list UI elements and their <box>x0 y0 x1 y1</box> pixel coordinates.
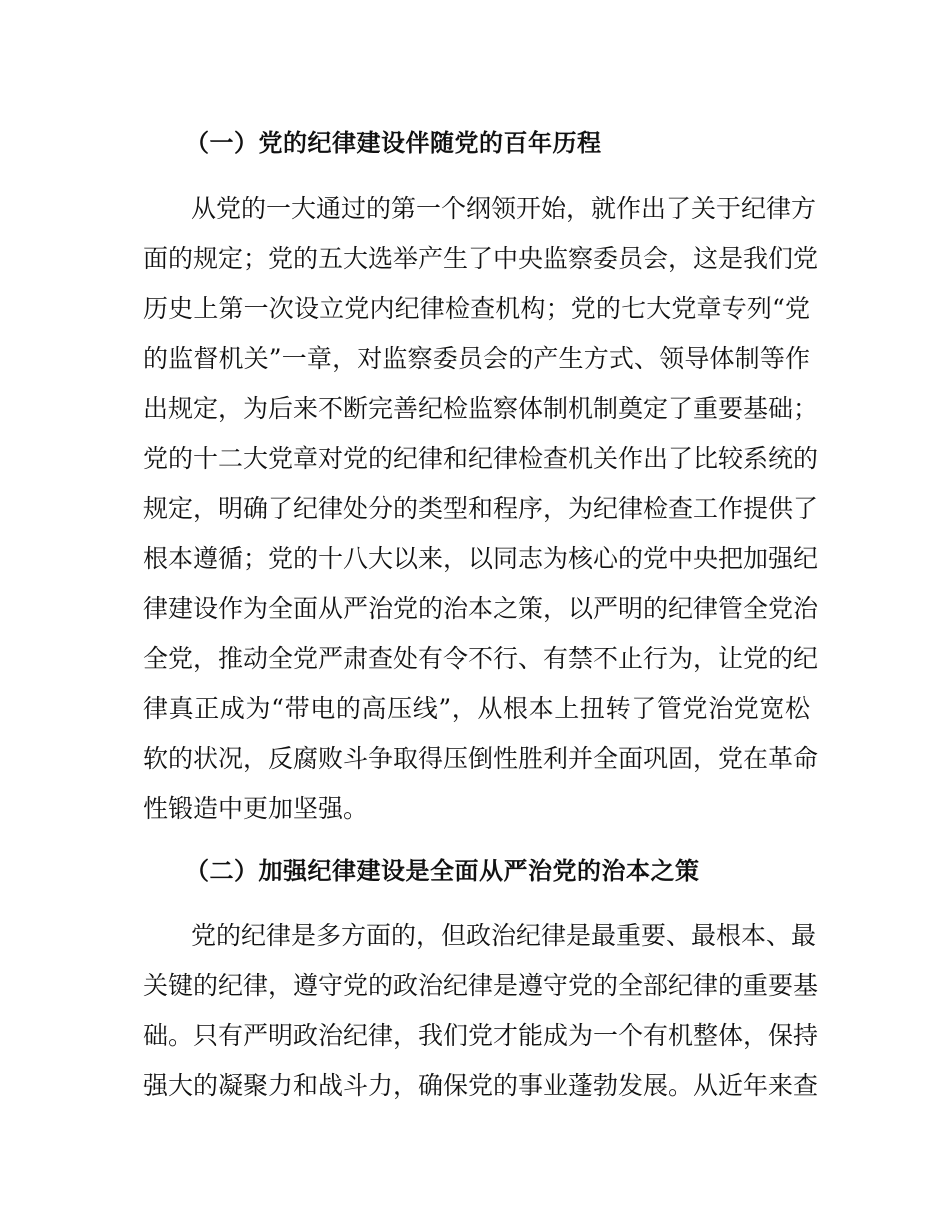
section-1-line-4: 的监督机关”一章，对监察委员会的产生方式、领导体制等作 <box>143 344 810 373</box>
section-1-line-13: 性锻造中更加坚强。 <box>143 794 369 823</box>
section-1-line-7: 规定，明确了纪律处分的类型和程序，为纪律检查工作提供了 <box>143 494 819 523</box>
section-1-line-2: 面的规定；党的五大选举产生了中央监察委员会，这是我们党 <box>143 244 819 273</box>
section-2-line-3: 础。只有严明政治纪律，我们党才能成为一个有机整体，保持 <box>143 1021 819 1050</box>
section-2-line-2: 关键的纪律，遵守党的政治纪律是遵守党的全部纪律的重要基 <box>143 971 819 1000</box>
section-1-line-8: 根本遵循；党的十八大以来，以同志为核心的党中央把加强纪 <box>143 544 819 573</box>
section-1-line-5: 出规定，为后来不断完善纪检监察体制机制奠定了重要基础； <box>143 394 819 423</box>
section-1-line-11: 律真正成为“带电的高压线”，从根本上扭转了管党治党宽松 <box>143 694 810 723</box>
section-1-line-9: 律建设作为全面从严治党的治本之策，以严明的纪律管全党治 <box>143 594 819 623</box>
section-2-heading: （二）加强纪律建设是全面从严治党的治本之策 <box>185 857 700 885</box>
section-1-line-1: 从党的一大通过的第一个纲领开始，就作出了关于纪律方 <box>191 194 817 223</box>
section-2-line-4: 强大的凝聚力和战斗力，确保党的事业蓬勃发展。从近年来查 <box>143 1071 819 1100</box>
section-1-heading: （一）党的纪律建设伴随党的百年历程 <box>185 129 602 157</box>
section-1-line-12: 软的状况，反腐败斗争取得压倒性胜利并全面巩固，党在革命 <box>143 744 819 773</box>
section-1-line-10: 全党，推动全党严肃查处有令不行、有禁不止行为，让党的纪 <box>143 644 819 673</box>
section-2-line-1: 党的纪律是多方面的，但政治纪律是最重要、最根本、最 <box>191 921 817 950</box>
section-1-line-6: 党的十二大党章对党的纪律和纪律检查机关作出了比较系统的 <box>143 444 819 473</box>
section-1-line-3: 历史上第一次设立党内纪律检查机构；党的七大党章专列“党 <box>143 294 810 323</box>
